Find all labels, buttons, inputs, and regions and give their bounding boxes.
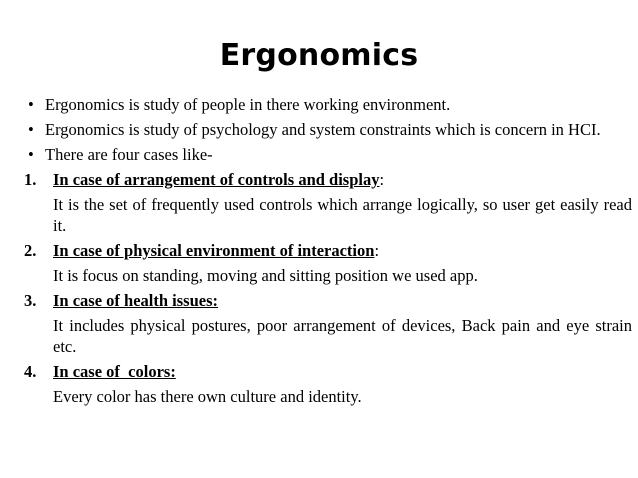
case-heading-row	[24, 361, 632, 382]
case-number: 2.	[24, 241, 37, 260]
bullet-icon: •	[28, 95, 34, 114]
bullet-item	[24, 144, 632, 165]
bullet-text: Ergonomics is study of psychology and system constraints which is concern in HCI.	[45, 120, 601, 139]
bullet-item	[24, 119, 632, 140]
bullet-icon: •	[28, 145, 34, 164]
case-number: 3.	[24, 291, 37, 310]
case-number: 1.	[24, 170, 37, 189]
case-number: 4.	[24, 362, 37, 381]
case-description: It is focus on standing, moving and sitting position we used app.	[53, 266, 478, 285]
bullet-text: Ergonomics is study of people in there working environment.	[45, 95, 451, 114]
case-heading: In case of arrangement of controls and display	[53, 170, 380, 189]
case-description: It includes physical postures, poor arrangement of devices, Back pain and eye strain etc.	[53, 316, 632, 356]
case-description: It is the set of frequently used controls which arrange logically, so user get easily read it.	[53, 195, 632, 235]
case-heading-suffix: :	[374, 241, 380, 260]
case-description: Every color has there own culture and identity.	[53, 387, 362, 406]
bullet-item	[24, 94, 632, 115]
bullet-text: There are four cases like-	[45, 145, 213, 164]
case-heading: In case of physical environment of interaction	[53, 241, 375, 260]
case-heading-row	[24, 169, 632, 190]
case-heading: In case of health issues:	[53, 291, 219, 310]
bullet-icon: •	[28, 120, 34, 139]
slide-content	[24, 94, 632, 407]
case-heading-row	[24, 290, 632, 311]
slide-title: Ergonomics	[219, 38, 419, 73]
case-heading-suffix: :	[379, 170, 385, 189]
case-heading: In case of colors:	[53, 362, 176, 381]
case-heading-row	[24, 240, 632, 261]
